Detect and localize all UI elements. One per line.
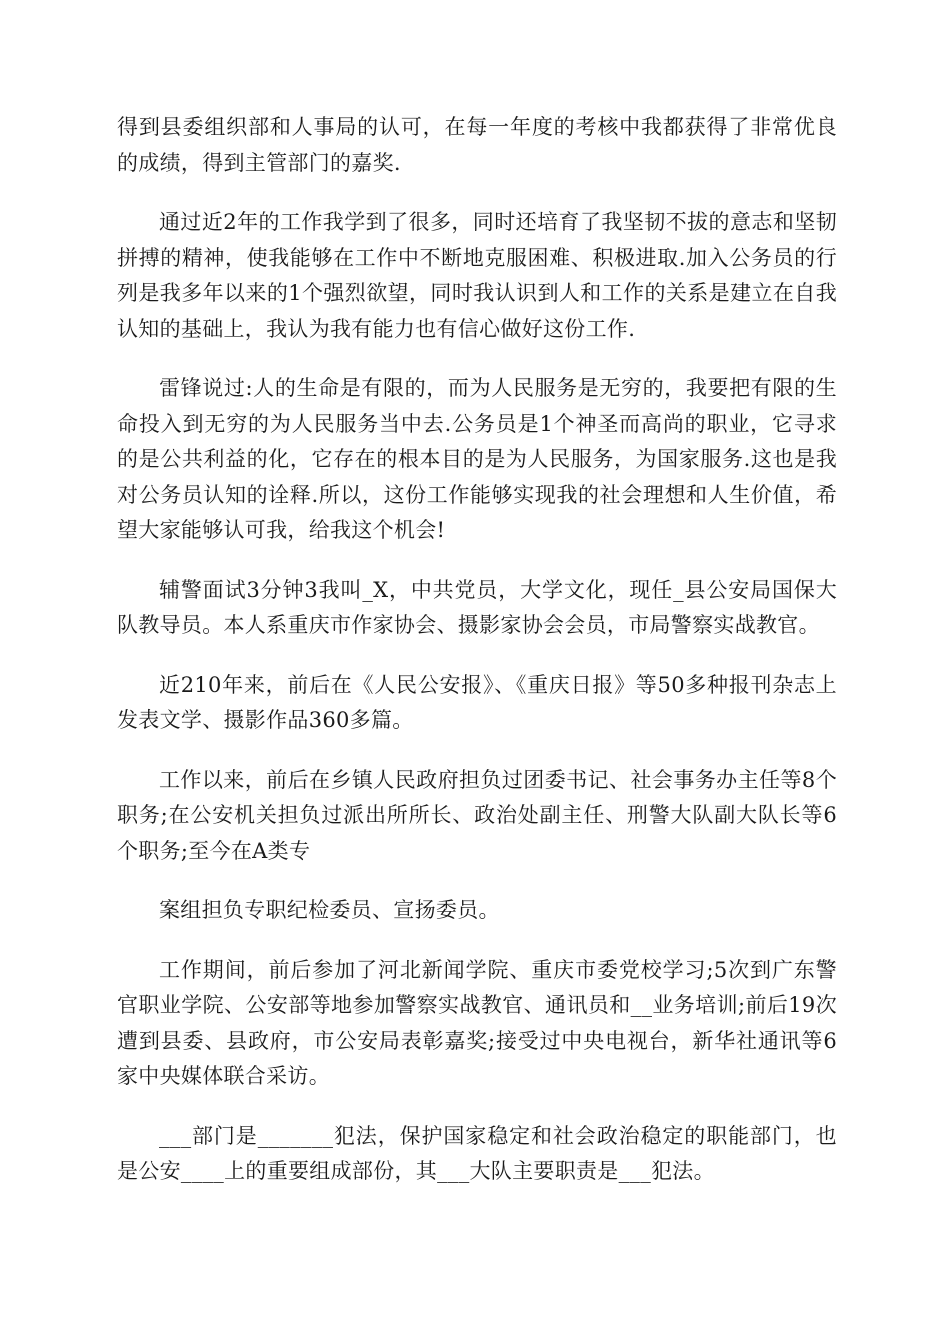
- paragraph-7: 案组担负专职纪检委员、宣扬委员。: [159, 898, 500, 922]
- paragraph-6: 工作以来，前后在乡镇人民政府担负过团委书记、社会事务办主任等8个职务;在公安机关担负过派出所所长、政治处副主任、刑警大队副大队长等6个职务;至今在A类专: [117, 767, 837, 863]
- paragraph-5: 近210年来，前后在《人民公安报》、《重庆日报》等50多种报刊杂志上发表文学、摄影作品360多篇。: [117, 672, 837, 732]
- paragraph-8: 工作期间，前后参加了河北新闻学院、重庆市委党校学习;5次到广东警官职业学院、公安部等地参加警察实战教官、通讯员和__业务培训;前后19次遭到县委、县政府，市公安局表彰嘉奖;接受过中央电视台，新华社通讯等6家中央媒体联合采访。: [117, 957, 837, 1088]
- paragraph-4: 辅警面试3分钟3我叫_X，中共党员，大学文化，现任_县公安局国保大队教导员。本人系重庆市作家协会、摄影家协会会员，市局警察实战教官。: [117, 577, 837, 637]
- paragraph-2: 通过近2年的工作我学到了很多，同时还培育了我坚韧不拔的意志和坚韧拼搏的精神，使我能够在工作中不断地克服困难、积极进取.加入公务员的行列是我多年以来的1个强烈欲望，同时我认识到人和工作的关系是建立在自我认知的基础上，我认为我有能力也有信心做好这份工作.: [117, 210, 837, 341]
- paragraph-9: ___部门是_______犯法，保护国家稳定和社会政治稳定的职能部门，也是公安____上的重要组成部份，其___大队主要职责是___犯法。: [117, 1123, 837, 1183]
- paragraph-3: 雷锋说过:人的生命是有限的，而为人民服务是无穷的，我要把有限的生命投入到无穷的为人民服务当中去.公务员是1个神圣而高尚的职业，它寻求的是公共利益的化，它存在的根本目的是为人民服务，为国家服务.这也是我对公务员认知的诠释.所以，这份工作能够实现我的社会理想和人生价值，希望大家能够认可我，给我这个机会!: [117, 376, 837, 542]
- paragraph-1: 得到县委组织部和人事局的认可，在每一年度的考核中我都获得了非常优良的成绩，得到主管部门的嘉奖.: [117, 115, 837, 175]
- document-body: [117, 110, 837, 1214]
